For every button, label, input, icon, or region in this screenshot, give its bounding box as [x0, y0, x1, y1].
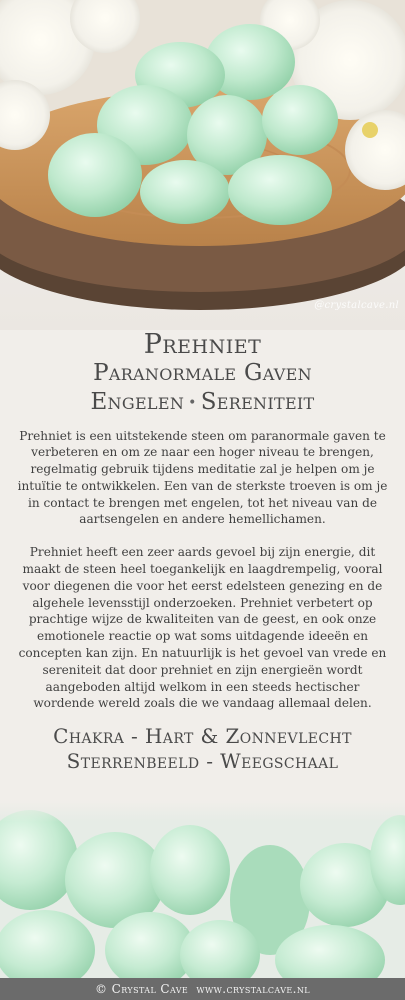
prehnite-stones-photo: [0, 0, 405, 330]
title-line-3: [0, 388, 405, 418]
description-paragraph-1: Prehniet is een uitstekende steen om paranormale gaven te verbeteren en om ze naar een hoger niveau te brengen, regelmatig gebruik tijdens meditatie zal je helpen om je intuïtie te ontwikkelen. Een van de sterkste troeven is om je in contact te brengen met engelen, tot het niveau van de aartsengelen en andere hemellichamen.: [17, 428, 388, 527]
watermark: @crystalcave.nl: [314, 300, 399, 311]
chakra-line: Chakra - Hart & Zonnevlecht: [53, 724, 352, 749]
prehnite-pile-photo: [0, 800, 405, 978]
footer-url[interactable]: www.crystalcave.nl: [196, 982, 310, 996]
card-content: [0, 330, 405, 774]
stone-properties: [0, 724, 405, 774]
bottom-photo: [0, 800, 405, 978]
description-paragraph-2: Prehniet heeft een zeer aards gevoel bij zijn energie, dit maakt de steen heel toegankelijk en laagdrempelig, vooral voor diegenen die voor het eerst edelsteen genezing en de algehele levensstijl onderzoeken. Prehniet verbetert op prachtige wijze de kwaliteiten van de geest, en ook onze emotionele reactie op wat soms uitdagende ideeën en concepten kan zijn. En natuurlijk is het gevoel van vrede en sereniteit dat door prehniet en zijn energieën wordt aangeboden altijd welkom in een steeds hectischer wordende wereld zoals die we vandaag allemaal delen.: [18, 545, 387, 711]
title-line-2: Paranormale Gaven: [93, 360, 312, 386]
stone-title: [0, 330, 405, 418]
title-separator: •: [188, 394, 197, 411]
title-keyword-right: Sereniteit: [200, 389, 315, 415]
title-keyword-left: Engelen: [90, 389, 185, 415]
stone-name: Prehniet: [143, 329, 262, 360]
footer-bar: [0, 978, 405, 1000]
top-photo: [0, 0, 405, 330]
zodiac-line: Sterrenbeeld - Weegschaal: [66, 749, 339, 774]
footer-copyright: © Crystal Cave: [95, 982, 189, 996]
